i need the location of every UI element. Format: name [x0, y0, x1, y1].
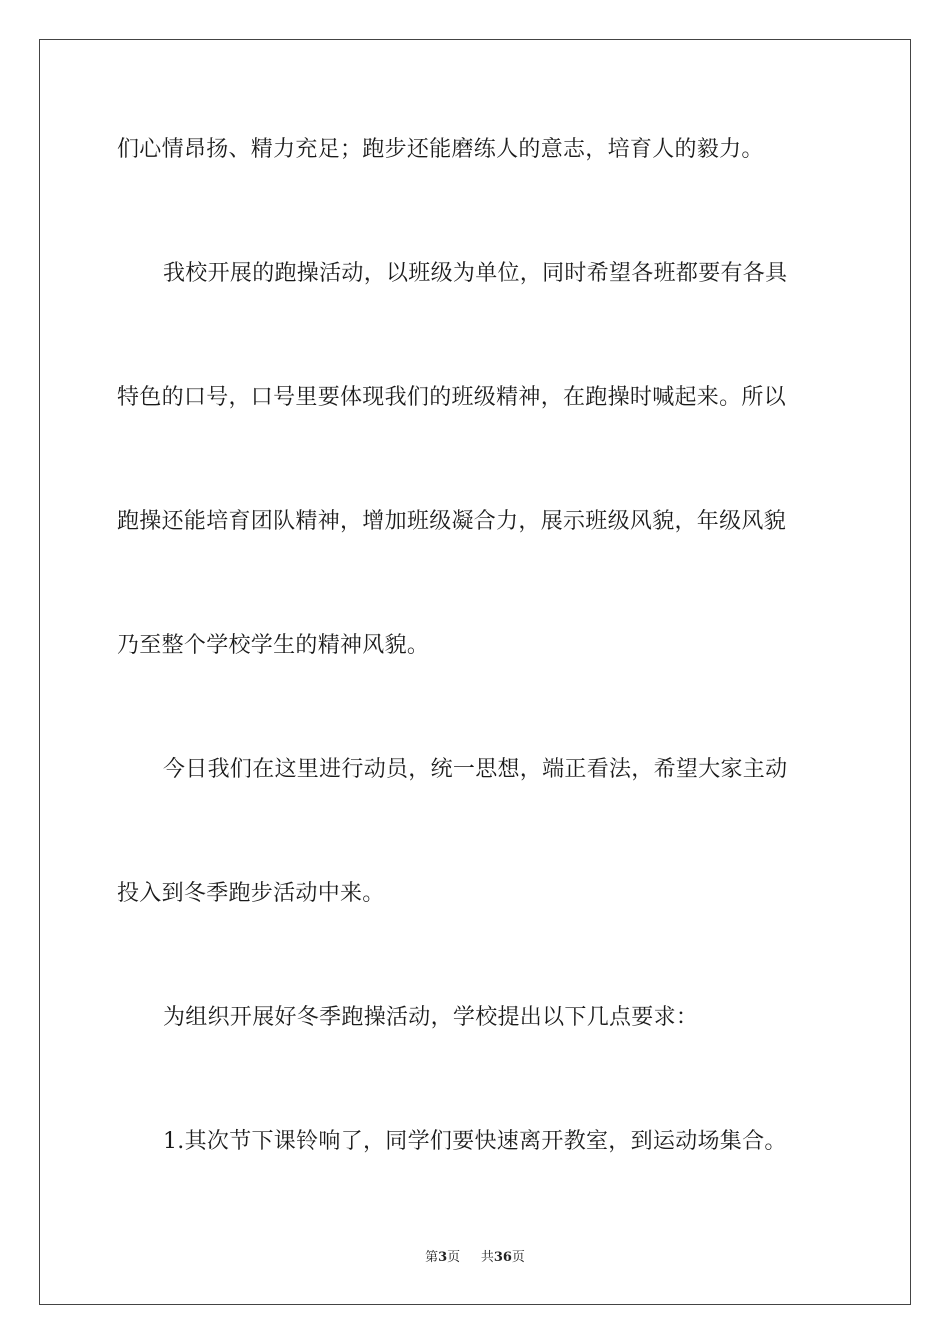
- total-pages-unit: 页: [511, 1250, 525, 1265]
- paragraph-line: 我校开展的跑操活动，以班级为单位，同时希望各班都要有各具: [163, 261, 788, 286]
- page-number-prefix: 第: [425, 1250, 439, 1265]
- paragraph-line: 1.其次节下课铃响了，同学们要快速离开教室，到运动场集合。: [163, 1129, 787, 1154]
- page-border: [39, 39, 911, 1305]
- total-pages-prefix: 共: [480, 1250, 494, 1265]
- paragraph-line: 特色的口号，口号里要体现我们的班级精神，在跑操时喊起来。所以: [117, 385, 787, 410]
- paragraph-line: 投入到冬季跑步活动中来。: [117, 881, 385, 906]
- page-footer: [0, 1246, 950, 1265]
- paragraph-line: 为组织开展好冬季跑操活动，学校提出以下几点要求：: [163, 1005, 699, 1030]
- total-pages: 36: [493, 1250, 512, 1265]
- paragraph-line: 乃至整个学校学生的精神风貌。: [117, 633, 430, 658]
- page-number-unit: 页: [447, 1250, 461, 1265]
- paragraph-line: 们心情昂扬、精力充足；跑步还能磨练人的意志，培育人的毅力。: [117, 137, 764, 162]
- paragraph-line: 跑操还能培育团队精神，增加班级凝合力，展示班级风貌，年级风貌: [117, 509, 787, 534]
- page-number: 3: [438, 1250, 448, 1265]
- paragraph-line: 今日我们在这里进行动员，统一思想，端正看法，希望大家主动: [163, 757, 788, 782]
